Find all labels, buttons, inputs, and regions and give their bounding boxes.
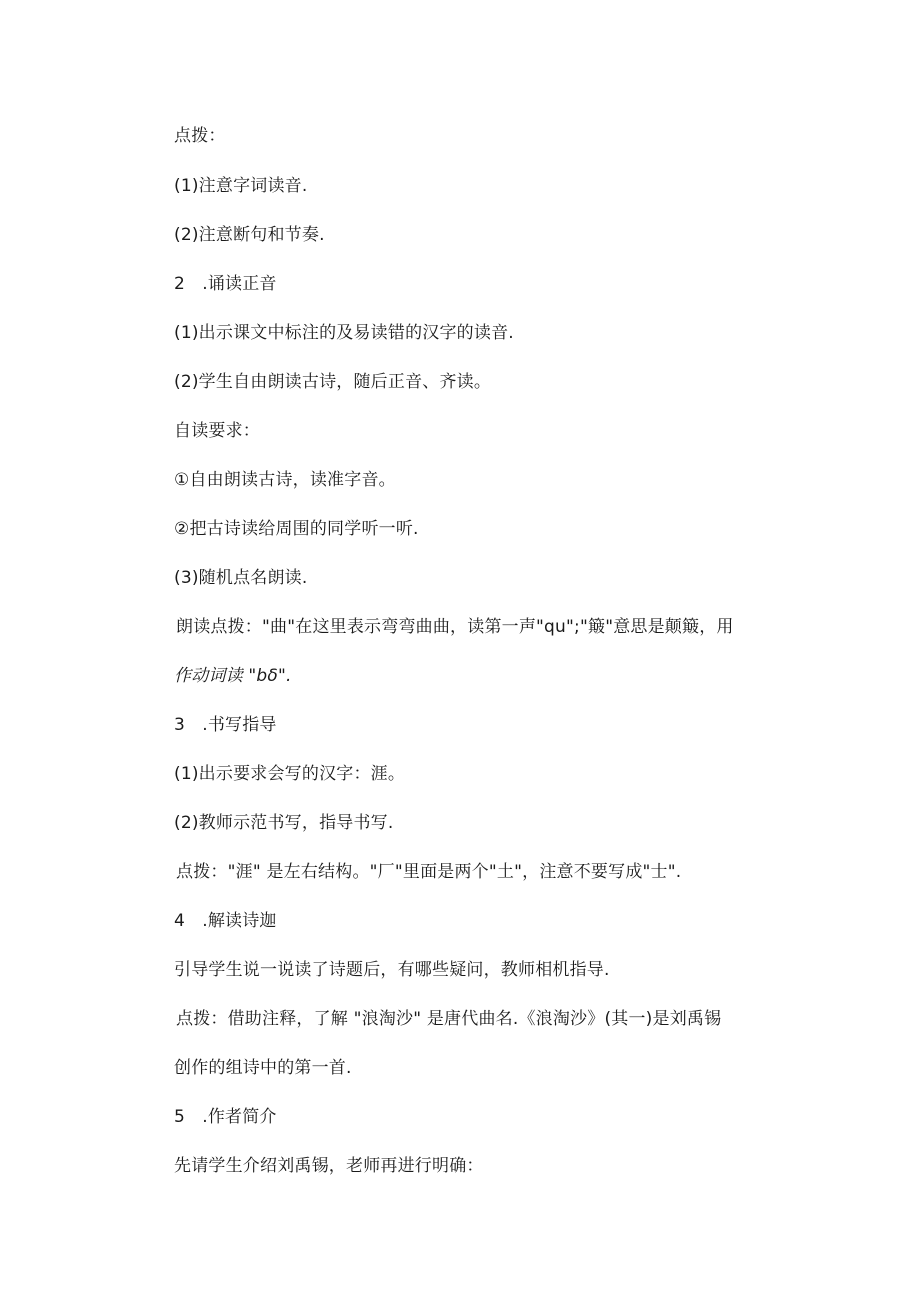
paragraph-label: 自读要求： [174, 421, 260, 441]
section-heading: 3 .书写指导 [174, 715, 277, 735]
paragraph-item: (2)学生自由朗读古诗，随后正音、齐读。 [174, 372, 492, 392]
paragraph-item: (2)注意断句和节奏. [174, 225, 325, 245]
paragraph-item: (1)出示要求会写的汉字：涯。 [174, 764, 406, 784]
paragraph-text: 创作的组诗中的第一首. [174, 1058, 352, 1078]
paragraph-text: 点拨：借助注释，了解 "浪淘沙" 是唐代曲名.《浪淘沙》(其一)是刘禹锡 [176, 1009, 722, 1029]
paragraph-hint-heading: 点拨： [174, 126, 226, 146]
paragraph-text: 点拨："涯" 是左右结构。"厂"里面是两个"土"，注意不要写成"士". [176, 862, 682, 882]
section-heading: 2 .诵读正音 [174, 274, 277, 294]
paragraph-item: (2)教师示范书写，指导书写. [174, 813, 394, 833]
paragraph-text: 先请学生介绍刘禹锡，老师再进行明确： [174, 1156, 484, 1176]
paragraph-item: ①自由朗读古诗，读准字音。 [174, 470, 396, 490]
paragraph-text: 朗读点拨："曲"在这里表示弯弯曲曲，读第一声"qu";"簸"意思是颠簸，用 [176, 617, 734, 637]
section-heading: 5 .作者简介 [174, 1107, 277, 1127]
section-heading: 4 .解读诗迦 [174, 911, 277, 931]
paragraph-item: ②把古诗读给周围的同学听一听. [174, 519, 419, 539]
paragraph-text: 引导学生说一说读了诗题后，有哪些疑问，教师相机指导. [174, 960, 610, 980]
paragraph-item: (1)出示课文中标注的及易读错的汉字的读音. [174, 323, 514, 343]
paragraph-item: (3)随机点名朗读. [174, 568, 308, 588]
paragraph-text: 作动词读 "bδ". [174, 666, 292, 686]
paragraph-item: (1)注意字词读音. [174, 176, 308, 196]
